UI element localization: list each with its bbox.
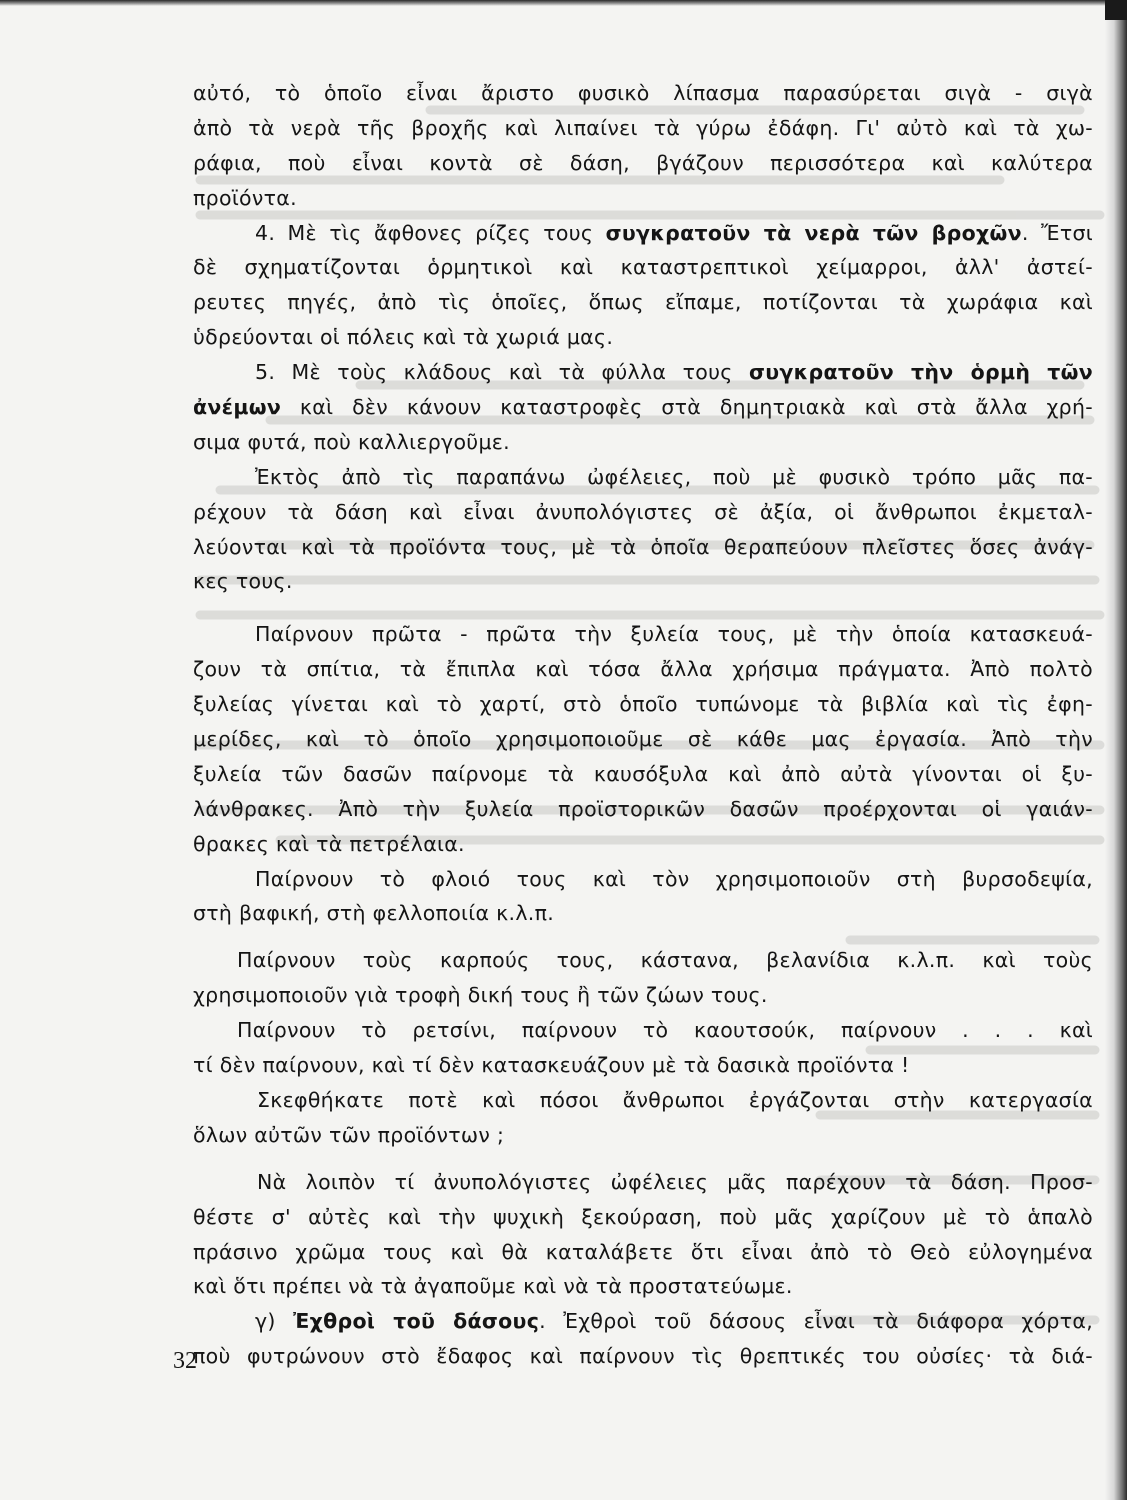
text-line bbox=[193, 460, 1093, 495]
page-number: 32 bbox=[173, 1348, 197, 1374]
bold-phrase: Ἐχθροὶ τοῦ δάσους bbox=[293, 1309, 540, 1334]
text-run: 5. Μὲ τοὺς κλάδους καὶ τὰ φύλλα τους bbox=[255, 360, 749, 385]
text-line bbox=[193, 896, 1093, 931]
text-line bbox=[193, 320, 1093, 355]
text-line bbox=[193, 757, 1093, 792]
text-run: λεύονται καὶ τὰ προϊόντα τους, μὲ τὰ ὁποῖα θεραπεύουν πλεῖστες ὅσες ἀνάγ- bbox=[193, 534, 1093, 559]
text-line bbox=[193, 355, 1093, 390]
text-run: αὐτό, τὸ ὁποῖο εἶναι ἄριστο φυσικὸ λίπασμα παρασύρεται σιγὰ - σιγὰ bbox=[193, 81, 1093, 105]
text-line bbox=[193, 146, 1093, 181]
text-line bbox=[193, 1304, 1093, 1339]
text-line bbox=[193, 250, 1093, 285]
page-corner-shadow bbox=[1105, 0, 1127, 20]
text-run: πράσινο χρῶμα τους καὶ θὰ καταλάβετε ὅτι εἶναι ἀπὸ τὸ Θεὸ εὐλογημένα bbox=[193, 1239, 1093, 1264]
text-run: Ἐκτὸς ἀπὸ τὶς παραπάνω ὠφέλειες, ποὺ μὲ φυσικὸ τρόπο μᾶς πα- bbox=[255, 464, 1093, 489]
text-run: θέστε σ' αὐτὲς καὶ τὴν ψυχικὴ ξεκούραση, ποὺ μᾶς χαρίζουν μὲ τὸ ἁπαλὸ bbox=[193, 1204, 1093, 1229]
text-run: γ) bbox=[255, 1309, 294, 1334]
text-run: Παίρνουν τὸ ρετσίνι, παίρνουν τὸ καουτσούκ, παίρνουν . . . καὶ bbox=[237, 1018, 1093, 1043]
text-run: 4. Μὲ τὶς ἄφθονες ρίζες τους bbox=[255, 220, 606, 245]
text-line bbox=[193, 827, 1093, 862]
text-run: ρέχουν τὰ δάση καὶ εἶναι ἀνυπολόγιστες σὲ ἀξία, οἱ ἄνθρωποι ἐκμεταλ- bbox=[193, 499, 1093, 524]
text-run: ράφια, ποὺ εἶναι κοντὰ σὲ δάση, βγάζουν περισσότερα καὶ καλύτερα bbox=[193, 150, 1093, 175]
text-run: θρακες καὶ τὰ πετρέλαια. bbox=[193, 831, 465, 856]
text-line bbox=[193, 1083, 1093, 1118]
text-line bbox=[193, 425, 1093, 460]
text-run: τί δὲν παίρνουν, καὶ τί δὲν κατασκευάζουν μὲ τὰ δασικὰ προϊόντα ! bbox=[193, 1053, 910, 1078]
page-top-edge bbox=[0, 0, 1127, 6]
text-run: Σκεφθήκατε ποτὲ καὶ πόσοι ἄνθρωποι ἐργάζονται στὴν κατεργασία bbox=[257, 1087, 1093, 1112]
text-run: ἀπὸ τὰ νερὰ τῆς βροχῆς καὶ λιπαίνει τὰ γύρω ἐδάφη. Γι' αὐτὸ καὶ τὰ χω- bbox=[193, 115, 1093, 140]
text-run: ὑδρεύονται οἱ πόλεις καὶ τὰ χωριά μας. bbox=[193, 325, 614, 350]
text-run: ξυλείας γίνεται καὶ τὸ χαρτί, στὸ ὁποῖο τυπώνομε τὰ βιβλία καὶ τὶς ἐφη- bbox=[193, 692, 1093, 717]
text-line bbox=[193, 530, 1093, 565]
text-run: ξυλεία τῶν δασῶν παίρνομε τὰ καυσόξυλα καὶ ἀπὸ αὐτὰ γίνονται οἱ ξυ- bbox=[193, 761, 1093, 786]
text-line bbox=[193, 1269, 1093, 1304]
text-run: κες τους. bbox=[193, 569, 293, 594]
text-line bbox=[193, 1339, 1093, 1374]
text-line bbox=[193, 390, 1093, 425]
text-line bbox=[193, 722, 1093, 757]
text-line bbox=[193, 1048, 1093, 1083]
text-line bbox=[193, 1118, 1093, 1153]
text-run: λάνθρακες. Ἀπὸ τὴν ξυλεία προϊστορικῶν δασῶν προέρχονται οἱ γαιάν- bbox=[193, 796, 1093, 821]
text-line bbox=[193, 181, 1093, 216]
text-run: Παίρνουν τὸ φλοιό τους καὶ τὸν χρησιμοποιοῦν στὴ βυρσοδεψία, bbox=[255, 866, 1093, 891]
text-line bbox=[193, 862, 1093, 897]
text-line bbox=[193, 495, 1093, 530]
text-line bbox=[193, 1013, 1093, 1048]
text-run: μερίδες, καὶ τὸ ὁποῖο χρησιμοποιοῦμε σὲ κάθε μας ἐργασία. Ἀπὸ τὴν bbox=[193, 727, 1093, 752]
text-run: στὴ βαφική, στὴ φελλοποιία κ.λ.π. bbox=[193, 901, 555, 926]
bold-phrase: συγκρατοῦν τὴν ὁρμὴ τῶν bbox=[748, 360, 1093, 385]
text-line bbox=[193, 687, 1093, 722]
text-run: καὶ δὲν κάνουν καταστροφὲς στὰ δημητριακὰ καὶ στὰ ἄλλα χρή- bbox=[281, 395, 1093, 420]
text-line bbox=[193, 76, 1093, 111]
text-run: . Ἐχθροὶ τοῦ δάσους εἶναι τὰ διάφορα χόρτα, bbox=[539, 1309, 1094, 1334]
text-line bbox=[193, 943, 1093, 978]
page-right-edge bbox=[1105, 0, 1127, 1500]
text-run: καὶ ὅτι πρέπει νὰ τὰ ἀγαποῦμε καὶ νὰ τὰ προστατεύωμε. bbox=[193, 1274, 793, 1299]
text-run: ποὺ φυτρώνουν στὸ ἔδαφος καὶ παίρνουν τὶς θρεπτικές του οὐσίες· τὰ διά- bbox=[193, 1344, 1093, 1369]
text-line bbox=[193, 617, 1093, 652]
text-run: χρησιμοποιοῦν γιὰ τροφὴ δική τους ἢ τῶν ζώων τους. bbox=[193, 983, 768, 1008]
text-run: προϊόντα. bbox=[193, 185, 297, 210]
text-line bbox=[193, 1235, 1093, 1270]
text-run: ζουν τὰ σπίτια, τὰ ἔπιπλα καὶ τόσα ἄλλα χρήσιμα πράγματα. Ἀπὸ πολτὸ bbox=[193, 657, 1093, 682]
text-line bbox=[193, 652, 1093, 687]
text-run: σιμα φυτά, ποὺ καλλιεργοῦμε. bbox=[193, 429, 511, 454]
text-line bbox=[193, 111, 1093, 146]
body-text bbox=[193, 76, 1093, 1374]
text-run: . Ἔτσι bbox=[1021, 220, 1093, 245]
text-run: Παίρνουν πρῶτα - πρῶτα τὴν ξυλεία τους, μὲ τὴν ὁποία κατασκευά- bbox=[255, 622, 1093, 647]
bold-phrase: ἀνέμων bbox=[193, 395, 282, 420]
text-line bbox=[193, 285, 1093, 320]
text-line bbox=[193, 216, 1093, 251]
text-line bbox=[193, 1165, 1093, 1200]
text-run: Παίρνουν τοὺς καρπούς τους, κάστανα, βελανίδια κ.λ.π. καὶ τοὺς bbox=[237, 948, 1093, 973]
text-run: δὲ σχηματίζονται ὁρμητικοὶ καὶ καταστρεπτικοὶ χείμαρροι, ἀλλ' ἀστεί- bbox=[193, 255, 1093, 280]
text-run: Νὰ λοιπὸν τί ἀνυπολόγιστες ὠφέλειες μᾶς παρέχουν τὰ δάση. Προσ- bbox=[257, 1169, 1093, 1194]
bold-phrase: συγκρατοῦν τὰ νερὰ τῶν βροχῶν bbox=[605, 220, 1022, 245]
text-line bbox=[193, 978, 1093, 1013]
text-run: ὅλων αὐτῶν τῶν προϊόντων ; bbox=[193, 1122, 505, 1147]
text-line bbox=[193, 1200, 1093, 1235]
text-run: ρευτες πηγές, ἀπὸ τὶς ὁποῖες, ὅπως εἴπαμε, ποτίζονται τὰ χωράφια καὶ bbox=[193, 290, 1093, 315]
text-line bbox=[193, 792, 1093, 827]
text-line bbox=[193, 564, 1093, 599]
